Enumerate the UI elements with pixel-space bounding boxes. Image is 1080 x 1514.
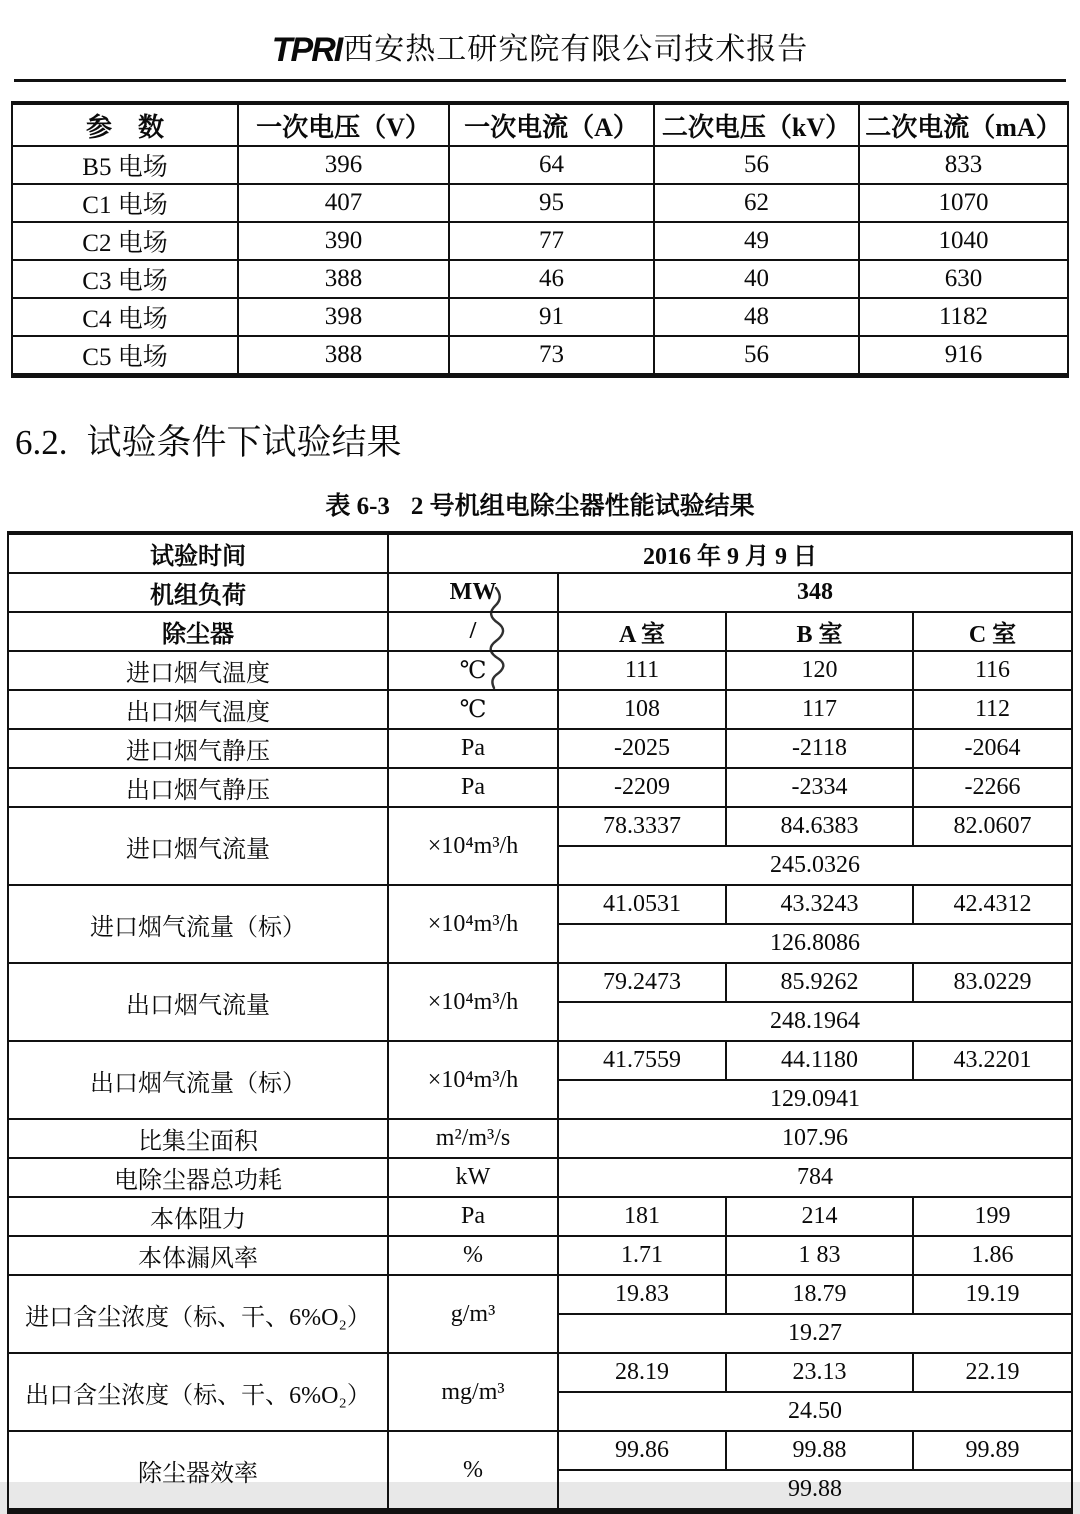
table2-row <box>8 690 1072 729</box>
table2-cell: 机组负荷 <box>8 573 388 612</box>
table2-cell: 41.0531 <box>558 885 726 924</box>
table1-value-cell: 73 <box>449 336 654 376</box>
table1-value-cell: 398 <box>238 298 449 336</box>
table2-row <box>8 1119 1072 1158</box>
esp-power-supply-table <box>11 101 1069 378</box>
table2-cell: 79.2473 <box>558 963 726 1002</box>
table2-cell: 出口烟气流量 <box>8 963 388 1041</box>
table2-cell: / <box>388 612 558 651</box>
table2-cell: 2016 年 9 月 9 日 <box>388 533 1072 573</box>
table2-cell: -2064 <box>913 729 1072 768</box>
table2-cell: 348 <box>558 573 1072 612</box>
table2-cell: 进口烟气温度 <box>8 651 388 690</box>
table2-cell: 99.86 <box>558 1431 726 1470</box>
table1-param-label: C3 电场 <box>12 260 238 298</box>
table2-cell: ℃ <box>388 651 558 690</box>
table2-cell: ℃ <box>388 690 558 729</box>
table2-cell: 43.2201 <box>913 1041 1072 1080</box>
table2-cell: % <box>388 1431 558 1511</box>
header-divider-rule <box>14 79 1066 82</box>
table1-value-cell: 48 <box>654 298 859 336</box>
table1-header-cell: 二次电流（mA） <box>859 103 1068 146</box>
table1-param-label: C2 电场 <box>12 222 238 260</box>
table1-value-cell: 1040 <box>859 222 1068 260</box>
table1-param-label: C4 电场 <box>12 298 238 336</box>
table2-cell: 199 <box>913 1197 1072 1236</box>
table2-cell: 248.1964 <box>558 1002 1072 1041</box>
table2-cell: 78.3337 <box>558 807 726 846</box>
table2-cell: 除尘器 <box>8 612 388 651</box>
table2-cell: 进口烟气流量（标） <box>8 885 388 963</box>
table1-header-cell: 一次电流（A） <box>449 103 654 146</box>
table1-param-label: B5 电场 <box>12 146 238 184</box>
table2-cell: 107.96 <box>558 1119 1072 1158</box>
table2-cell: 120 <box>726 651 913 690</box>
table2-row <box>8 573 1072 612</box>
table2-cell: ×10⁴m³/h <box>388 885 558 963</box>
table1-row <box>12 184 1068 222</box>
report-header-title: 西安热工研究院有限公司技术报告 <box>343 33 809 66</box>
table2-cell: 出口烟气温度 <box>8 690 388 729</box>
table2-cell: A 室 <box>558 612 726 651</box>
tpri-logo: TPRI <box>271 31 342 69</box>
table1-value-cell: 56 <box>654 336 859 376</box>
table1-value-cell: 1182 <box>859 298 1068 336</box>
table2-cell: mg/m³ <box>388 1353 558 1431</box>
table-caption <box>0 486 1080 522</box>
table2-cell: 出口烟气流量（标） <box>8 1041 388 1119</box>
table2-cell: 19.19 <box>913 1275 1072 1314</box>
table2-cell: 22.19 <box>913 1353 1072 1392</box>
table2-cell: 83.0229 <box>913 963 1072 1002</box>
table1-value-cell: 40 <box>654 260 859 298</box>
table2-cell: kW <box>388 1158 558 1197</box>
table2-cell: C 室 <box>913 612 1072 651</box>
table2-cell: 126.8086 <box>558 924 1072 963</box>
esp-power-supply-header-row <box>12 103 1068 146</box>
table2-cell: 84.6383 <box>726 807 913 846</box>
table2-cell: 117 <box>726 690 913 729</box>
table2-row <box>8 1275 1072 1314</box>
table1-value-cell: 396 <box>238 146 449 184</box>
table1-param-label: C1 电场 <box>12 184 238 222</box>
table2-cell: -2334 <box>726 768 913 807</box>
table2-cell: ×10⁴m³/h <box>388 963 558 1041</box>
table2-cell: 本体漏风率 <box>8 1236 388 1275</box>
table1-row <box>12 222 1068 260</box>
table2-cell: 85.9262 <box>726 963 913 1002</box>
table2-row <box>8 1158 1072 1197</box>
table2-row <box>8 1041 1072 1080</box>
table2-cell: 比集尘面积 <box>8 1119 388 1158</box>
table2-row <box>8 1353 1072 1392</box>
table1-value-cell: 77 <box>449 222 654 260</box>
table1-value-cell: 916 <box>859 336 1068 376</box>
table2-cell: 99.88 <box>726 1431 913 1470</box>
table2-cell: Pa <box>388 768 558 807</box>
table1-value-cell: 46 <box>449 260 654 298</box>
table2-cell: 99.89 <box>913 1431 1072 1470</box>
table2-cell: 214 <box>726 1197 913 1236</box>
table1-value-cell: 64 <box>449 146 654 184</box>
table1-value-cell: 62 <box>654 184 859 222</box>
table2-cell: 108 <box>558 690 726 729</box>
table2-cell: 23.13 <box>726 1353 913 1392</box>
table2-cell: g/m³ <box>388 1275 558 1353</box>
table2-cell: m²/m³/s <box>388 1119 558 1158</box>
table-caption-title: 2 号机组电除尘器性能试验结果 <box>410 493 755 520</box>
report-header <box>0 0 1080 70</box>
table2-cell: B 室 <box>726 612 913 651</box>
table2-row <box>8 807 1072 846</box>
table2-cell: % <box>388 1236 558 1275</box>
table2-cell: 82.0607 <box>913 807 1072 846</box>
table2-cell: -2266 <box>913 768 1072 807</box>
table2-cell: Pa <box>388 1197 558 1236</box>
table1-value-cell: 91 <box>449 298 654 336</box>
table2-cell: 42.4312 <box>913 885 1072 924</box>
table2-row <box>8 729 1072 768</box>
table2-cell: 112 <box>913 690 1072 729</box>
table1-row <box>12 146 1068 184</box>
table2-row <box>8 533 1072 573</box>
table1-value-cell: 407 <box>238 184 449 222</box>
table1-row <box>12 260 1068 298</box>
table1-value-cell: 49 <box>654 222 859 260</box>
table1-value-cell: 630 <box>859 260 1068 298</box>
table1-value-cell: 833 <box>859 146 1068 184</box>
table2-cell: 99.88 <box>558 1470 1072 1511</box>
table2-cell: 19.27 <box>558 1314 1072 1353</box>
table2-cell: 181 <box>558 1197 726 1236</box>
table2-row <box>8 651 1072 690</box>
table2-cell: 19.83 <box>558 1275 726 1314</box>
table1-header-cell: 参 数 <box>12 103 238 146</box>
table2-cell: ×10⁴m³/h <box>388 1041 558 1119</box>
esp-performance-table <box>7 531 1073 1514</box>
table1-param-label: C5 电场 <box>12 336 238 376</box>
table1-header-cell: 二次电压（kV） <box>654 103 859 146</box>
table-caption-label: 表 6-3 <box>325 493 390 520</box>
section-heading <box>15 415 1080 465</box>
table2-row <box>8 1197 1072 1236</box>
table2-cell: 245.0326 <box>558 846 1072 885</box>
table2-cell: 出口含尘浓度（标、干、6%O₂） <box>8 1353 388 1431</box>
table1-row <box>12 336 1068 376</box>
table2-cell: 1 83 <box>726 1236 913 1275</box>
table2-cell: 本体阻力 <box>8 1197 388 1236</box>
table1-value-cell: 388 <box>238 336 449 376</box>
table2-cell: 28.19 <box>558 1353 726 1392</box>
table1-row <box>12 298 1068 336</box>
table2-cell: -2209 <box>558 768 726 807</box>
table2-cell: ×10⁴m³/h <box>388 807 558 885</box>
table2-row <box>8 885 1072 924</box>
table1-value-cell: 390 <box>238 222 449 260</box>
table2-cell: 进口烟气静压 <box>8 729 388 768</box>
table2-cell: 44.1180 <box>726 1041 913 1080</box>
table2-row <box>8 612 1072 651</box>
table2-cell: -2118 <box>726 729 913 768</box>
table2-cell: 129.0941 <box>558 1080 1072 1119</box>
table2-cell: 1.71 <box>558 1236 726 1275</box>
table2-cell: 进口烟气流量 <box>8 807 388 885</box>
table2-row <box>8 963 1072 1002</box>
section-title: 试验条件下试验结果 <box>86 423 402 462</box>
table1-header-cell: 一次电压（V） <box>238 103 449 146</box>
table2-cell: 116 <box>913 651 1072 690</box>
table2-cell: 试验时间 <box>8 533 388 573</box>
table2-cell: 1.86 <box>913 1236 1072 1275</box>
table2-cell: -2025 <box>558 729 726 768</box>
table1-value-cell: 56 <box>654 146 859 184</box>
table2-cell: 43.3243 <box>726 885 913 924</box>
table2-cell: 41.7559 <box>558 1041 726 1080</box>
table2-cell: 18.79 <box>726 1275 913 1314</box>
table2-cell: 进口含尘浓度（标、干、6%O₂） <box>8 1275 388 1353</box>
table1-value-cell: 388 <box>238 260 449 298</box>
table1-value-cell: 1070 <box>859 184 1068 222</box>
table2-cell: MW <box>388 573 558 612</box>
table2-cell: 111 <box>558 651 726 690</box>
table2-row <box>8 1431 1072 1470</box>
table2-row <box>8 768 1072 807</box>
table2-cell: 除尘器效率 <box>8 1431 388 1511</box>
table2-cell: 出口烟气静压 <box>8 768 388 807</box>
table1-value-cell: 95 <box>449 184 654 222</box>
table2-cell: Pa <box>388 729 558 768</box>
table2-cell: 784 <box>558 1158 1072 1197</box>
table2-row <box>8 1236 1072 1275</box>
table2-cell: 电除尘器总功耗 <box>8 1158 388 1197</box>
table2-cell: 24.50 <box>558 1392 1072 1431</box>
section-number: 6.2. <box>15 423 68 462</box>
